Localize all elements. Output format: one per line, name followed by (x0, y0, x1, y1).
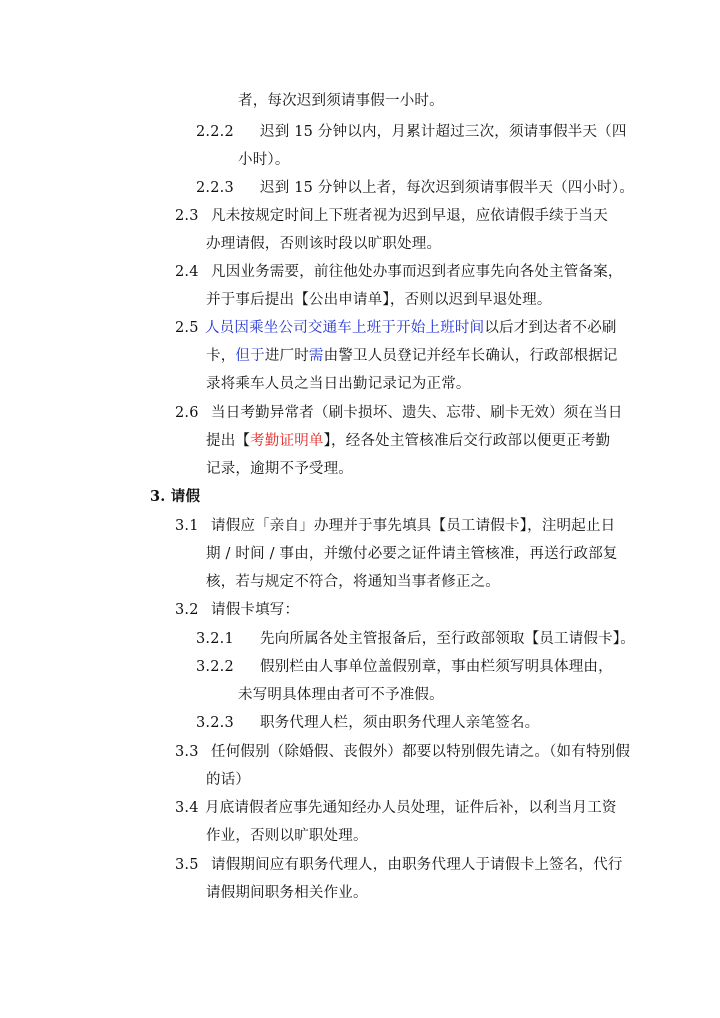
text-segment: 由警卫人员登记并经车长确认，行政部根据记 (323, 348, 618, 364)
clause-text: 先向所属各处主管报备后，至行政部领取【员工请假卡】。 (260, 631, 635, 647)
clause-text: 凡因业务需要，前往他处办事而迟到者应事先向各处主管备案， (211, 264, 623, 280)
text-line (206, 346, 618, 366)
highlighted-text: 考勤证明单 (250, 433, 324, 449)
text-segment: 】，经各处主管核准后交行政部以便更正考勤 (323, 433, 611, 449)
text-line: 未写明具体理由者可不予准假。 (238, 687, 444, 703)
text-line: 录将乘车人员之当日出勤记录记为正常。 (206, 376, 471, 392)
clause-number: 3.3 (175, 744, 199, 760)
clause-text: 请假期间应有职务代理人，由职务代理人于请假卡上签名，代行 (211, 857, 623, 873)
clause-3-2-1 (196, 629, 635, 649)
clause-3-1 (175, 516, 615, 536)
text-line: 期 / 时间 / 事由，并缴付必要之证件请主管核准，再送行政部复 (206, 546, 618, 562)
clause-3-2-3 (196, 713, 539, 733)
clause-number: 2.4 (175, 264, 199, 280)
text-line: 核，若与规定不符合，将通知当事者修正之。 (206, 574, 500, 590)
text-line: 者，每次迟到须请事假一小时。 (238, 93, 444, 109)
clause-number: 2.2.2 (196, 124, 234, 140)
text-line: 并于事后提出【公出申请单】，否则以迟到早退处理。 (206, 292, 552, 308)
clause-2-5 (175, 318, 617, 338)
clause-text: 任何假别（除婚假、丧假外）都要以特别假先请之。（如有特别假 (211, 744, 631, 760)
clause-text: 请假卡填写： (211, 602, 300, 618)
clause-text: 迟到 15 分钟以内，月累计超过三次，须请事假半天（四 (260, 124, 627, 140)
section-heading: 3. 请假 (150, 488, 201, 505)
clause-2-3 (175, 206, 608, 226)
text-line (206, 431, 610, 451)
highlighted-text: 人员因乘坐公司交通车上班于开始上班时间 (205, 320, 485, 336)
clause-number: 3.1 (175, 518, 199, 534)
text-line: 的话） (206, 772, 251, 788)
clause-number: 2.2.3 (196, 180, 234, 196)
clause-text: 当日考勤异常者（刷卡损坏、遗失、忘带、刷卡无效）须在当日 (211, 405, 623, 421)
text-segment: 提出【 (206, 433, 251, 449)
clause-3-4 (175, 798, 617, 818)
text-line: 记录，逾期不予受理。 (206, 461, 353, 477)
clause-text: 凡未按规定时间上下班者视为迟到早退，应依请假手续于当天 (211, 208, 608, 224)
clause-text: 假别栏由人事单位盖假别章，事由栏须写明具体理由， (260, 659, 613, 675)
clause-number: 3.2.3 (196, 715, 234, 731)
clause-text: 月底请假者应事先通知经办人员处理，证件后补，以利当月工资 (205, 800, 617, 816)
clause-text: 职务代理人栏，须由职务代理人亲笔签名。 (260, 715, 540, 731)
clause-3-2 (175, 600, 299, 620)
highlighted-text: 需 (308, 348, 324, 364)
clause-number: 3.2 (175, 602, 199, 618)
clause-3-2-2 (196, 657, 613, 677)
clause-number: 3.2.2 (196, 659, 234, 675)
highlighted-text: 但于 (235, 348, 265, 364)
text-segment: 卡， (206, 348, 236, 364)
clause-number: 3.2.1 (196, 631, 234, 647)
text-line: 办理请假，否则该时段以旷职处理。 (206, 236, 442, 252)
text-line: 作业，否则以旷职处理。 (206, 828, 368, 844)
clause-text: 请假应「亲自」办理并于事先填具【员工请假卡】，注明起止日 (211, 518, 616, 534)
clause-2-2-3 (196, 178, 634, 198)
text-line: 小时）。 (238, 152, 290, 168)
clause-2-2-2 (196, 122, 627, 142)
clause-number: 3.5 (175, 857, 199, 873)
clause-text: 迟到 15 分钟以上者，每次迟到须请事假半天（四小时）。 (260, 180, 635, 196)
clause-number: 2.6 (175, 405, 199, 421)
clause-number: 2.3 (175, 208, 199, 224)
clause-2-6 (175, 403, 623, 423)
clause-2-4 (175, 262, 623, 282)
clause-3-5 (175, 855, 623, 875)
clause-number: 2.5 (175, 320, 199, 336)
clause-number: 3.4 (175, 800, 199, 816)
clause-text: 以后才到达者不必刷 (484, 320, 617, 336)
text-line: 请假期间职务相关作业。 (206, 885, 368, 901)
text-segment: 进厂时 (264, 348, 309, 364)
clause-3-3 (175, 742, 630, 762)
